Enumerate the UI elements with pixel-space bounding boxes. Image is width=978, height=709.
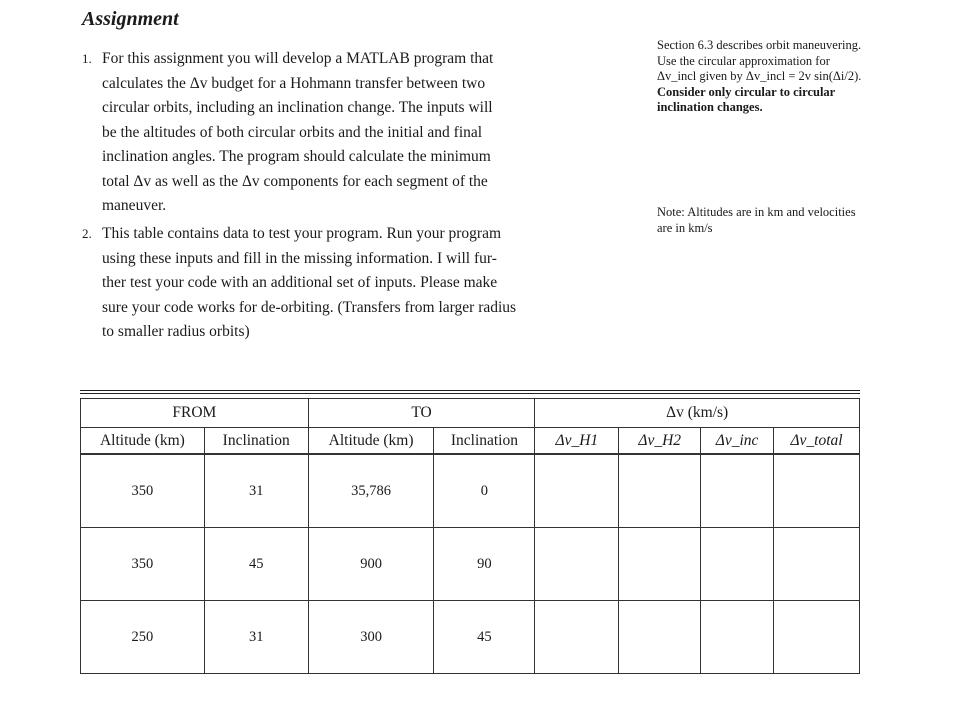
col-to-altitude: Altitude (km) [308, 428, 434, 455]
col-dv-total: Δv_total [774, 428, 860, 455]
table-cell: 35,786 [308, 454, 434, 528]
table-header-group-row [81, 399, 860, 428]
item-text-line: circular orbits, including an inclination change. The inputs will [102, 99, 493, 116]
table-cell-empty[interactable] [535, 601, 619, 674]
header-delta-v: Δv (km/s) [535, 399, 860, 428]
item-number: 1. [82, 51, 92, 66]
col-dv-h2: Δv_H2 [619, 428, 701, 455]
margin-note-line: inclination changes. [657, 100, 763, 114]
table-header-column-row [81, 428, 860, 455]
table-cell: 31 [204, 601, 308, 674]
col-from-inclination: Inclination [204, 428, 308, 455]
assignment-heading: Assignment [82, 8, 179, 30]
item-text-line: ther test your code with an additional set of inputs. Please make [102, 274, 498, 291]
table-cell-empty[interactable] [619, 528, 701, 601]
margin-note-line: Use the circular approximation for [657, 53, 830, 68]
margin-note-line: Note: Altitudes are in km and velocities [657, 205, 856, 219]
margin-note-units [657, 205, 856, 236]
margin-note-line: Section 6.3 describes orbit maneuvering. [657, 38, 862, 52]
table-cell: 45 [434, 601, 535, 674]
item-text-line: to smaller radius orbits) [102, 323, 250, 340]
table-cell-empty[interactable] [774, 528, 860, 601]
margin-note-line: Δv_incl given by Δv_incl = 2v sin(Δi/2). [657, 69, 862, 83]
table-cell-empty[interactable] [774, 601, 860, 674]
table-cell-empty[interactable] [535, 528, 619, 601]
margin-note-line: Consider only circular to circular [657, 84, 836, 99]
item-number: 2. [82, 226, 92, 241]
assignment-item-2 [82, 222, 516, 345]
table-cell: 0 [434, 454, 535, 528]
item-text-line: inclination angles. The program should calculate the minimum [102, 148, 491, 165]
test-data-table [80, 398, 860, 674]
table-cell: 90 [434, 528, 535, 601]
table-cell: 45 [204, 528, 308, 601]
table-top-rule [80, 393, 860, 394]
col-to-inclination: Inclination [434, 428, 535, 455]
margin-note-section [657, 38, 861, 116]
item-text-line: using these inputs and fill in the missing information. I will fur- [102, 249, 497, 267]
table-cell: 300 [308, 601, 434, 674]
item-text-line: calculates the Δv budget for a Hohmann transfer between two [102, 74, 486, 92]
col-dv-inc: Δv_inc [701, 428, 774, 455]
table-cell-empty[interactable] [535, 454, 619, 528]
table-cell-empty[interactable] [619, 601, 701, 674]
table-cell: 350 [81, 454, 205, 528]
table-cell: 900 [308, 528, 434, 601]
table-cell: 31 [204, 454, 308, 528]
margin-note-line: are in km/s [657, 220, 713, 235]
table-cell-empty[interactable] [701, 601, 774, 674]
header-from: FROM [81, 399, 309, 428]
table-cell-empty[interactable] [774, 454, 860, 528]
table-cell: 350 [81, 528, 205, 601]
table-cell: 250 [81, 601, 205, 674]
item-text-line: sure your code works for de-orbiting. (Transfers from larger radius [102, 298, 517, 316]
header-to: TO [308, 399, 535, 428]
item-text-line: maneuver. [102, 197, 167, 214]
col-from-altitude: Altitude (km) [81, 428, 205, 455]
table-row [81, 454, 860, 528]
item-text-line: be the altitudes of both circular orbits and the initial and final [102, 123, 483, 141]
table-row [81, 528, 860, 601]
table-cell-empty[interactable] [701, 454, 774, 528]
item-text-line: total Δv as well as the Δv components for each segment of the [102, 172, 488, 190]
table-cell-empty[interactable] [619, 454, 701, 528]
table-top-rule [80, 390, 860, 391]
assignment-item-1 [82, 47, 493, 219]
item-text-line: This table contains data to test your program. Run your program [102, 225, 502, 242]
item-text-line: For this assignment you will develop a MATLAB program that [102, 50, 494, 67]
table-cell-empty[interactable] [701, 528, 774, 601]
col-dv-h1: Δv_H1 [535, 428, 619, 455]
table-row [81, 601, 860, 674]
